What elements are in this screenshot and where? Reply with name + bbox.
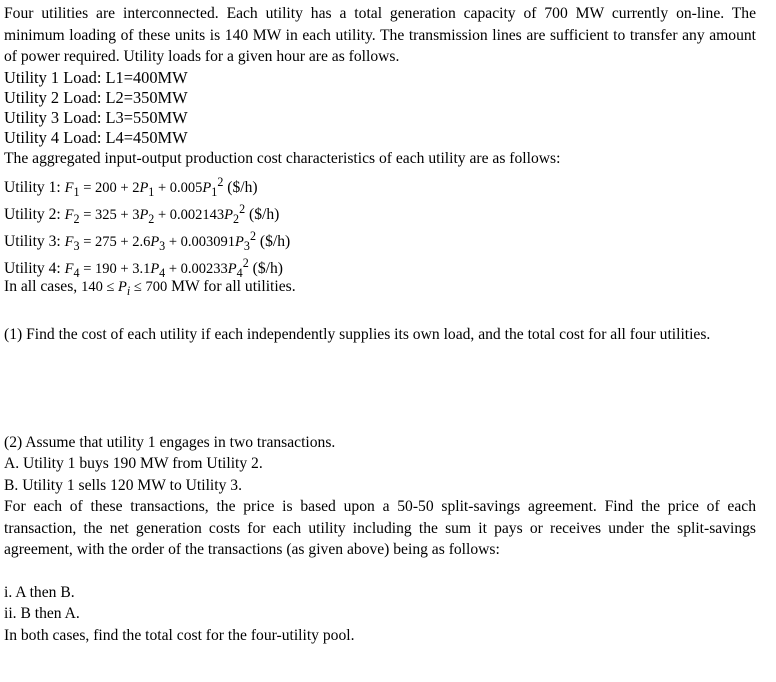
cost-unit: ($/h) bbox=[252, 259, 283, 277]
cost-label: Utility 1: bbox=[4, 178, 61, 196]
loads-list bbox=[4, 68, 756, 148]
load-utility-1: Utility 1 Load: L1=400MW bbox=[4, 67, 188, 87]
answer-space bbox=[4, 346, 756, 432]
load-utility-4: Utility 4 Load: L4=450MW bbox=[4, 127, 188, 147]
problem-document bbox=[4, 3, 756, 646]
cost-functions bbox=[4, 169, 756, 280]
cost-unit: ($/h) bbox=[259, 232, 291, 250]
cost-function-utility-4 bbox=[4, 250, 756, 280]
cost-equation: $F_2 = 325 + 3P_2 + 0.002143P_2^2$ bbox=[64, 202, 246, 226]
cost-intro: The aggregated input-output production cost characteristics of each utility are as follows: bbox=[4, 149, 561, 167]
cost-function-utility-3 bbox=[4, 223, 756, 253]
constraint-line: In all cases, $140 \le P_i \le 700$ MW for all utilities. bbox=[4, 278, 296, 298]
question-2-body: For each of these transactions, the price is based upon a 50-50 split-savings agreement. Find the price of each transaction, the net generation costs for each utility including the sum it pays or receives under the split-savings agreement, with the order of the transactions (as given above) being as follows: bbox=[4, 498, 756, 559]
final-question: In both cases, find the total cost for the four-utility pool. bbox=[4, 626, 355, 644]
load-utility-3: Utility 3 Load: L3=550MW bbox=[4, 107, 188, 127]
order-ii: ii. B then A. bbox=[4, 605, 80, 623]
cost-equation: $F_1 = 200 + 2P_1 + 0.005P_1^2$ bbox=[64, 175, 224, 199]
cost-unit: ($/h) bbox=[249, 205, 280, 223]
order-i: i. A then B. bbox=[4, 583, 75, 601]
question-1: (1) Find the cost of each utility if each independently supplies its own load, and the total cost for all four utilities. bbox=[4, 326, 711, 344]
cost-unit: ($/h) bbox=[227, 178, 258, 196]
transaction-b: B. Utility 1 sells 120 MW to Utility 3. bbox=[4, 476, 242, 494]
spacer bbox=[4, 561, 756, 582]
cost-label: Utility 4: bbox=[4, 259, 61, 277]
transaction-a: A. Utility 1 buys 190 MW from Utility 2. bbox=[4, 455, 263, 473]
cost-function-utility-2 bbox=[4, 196, 756, 226]
cost-label: Utility 2: bbox=[4, 205, 61, 223]
question-2-intro: (2) Assume that utility 1 engages in two transactions. bbox=[4, 433, 336, 451]
cost-equation: $F_4 = 190 + 3.1P_4 + 0.00233P_4^2$ bbox=[64, 256, 249, 280]
cost-equation: $F_3 = 275 + 2.6P_3 + 0.003091P_3^2$ bbox=[64, 229, 256, 253]
cost-function-utility-1 bbox=[4, 169, 756, 199]
load-utility-2: Utility 2 Load: L2=350MW bbox=[4, 87, 188, 107]
cost-label: Utility 3: bbox=[4, 232, 61, 250]
intro-paragraph: Four utilities are interconnected. Each utility has a total generation capacity of 700 MW currently on-line. The minimum loading of these units is 140 MW in each utility. The transmission lines are sufficient to transfer any amount of power required. Utility loads for a given hour are as follows. bbox=[4, 5, 756, 65]
spacer bbox=[4, 302, 756, 324]
